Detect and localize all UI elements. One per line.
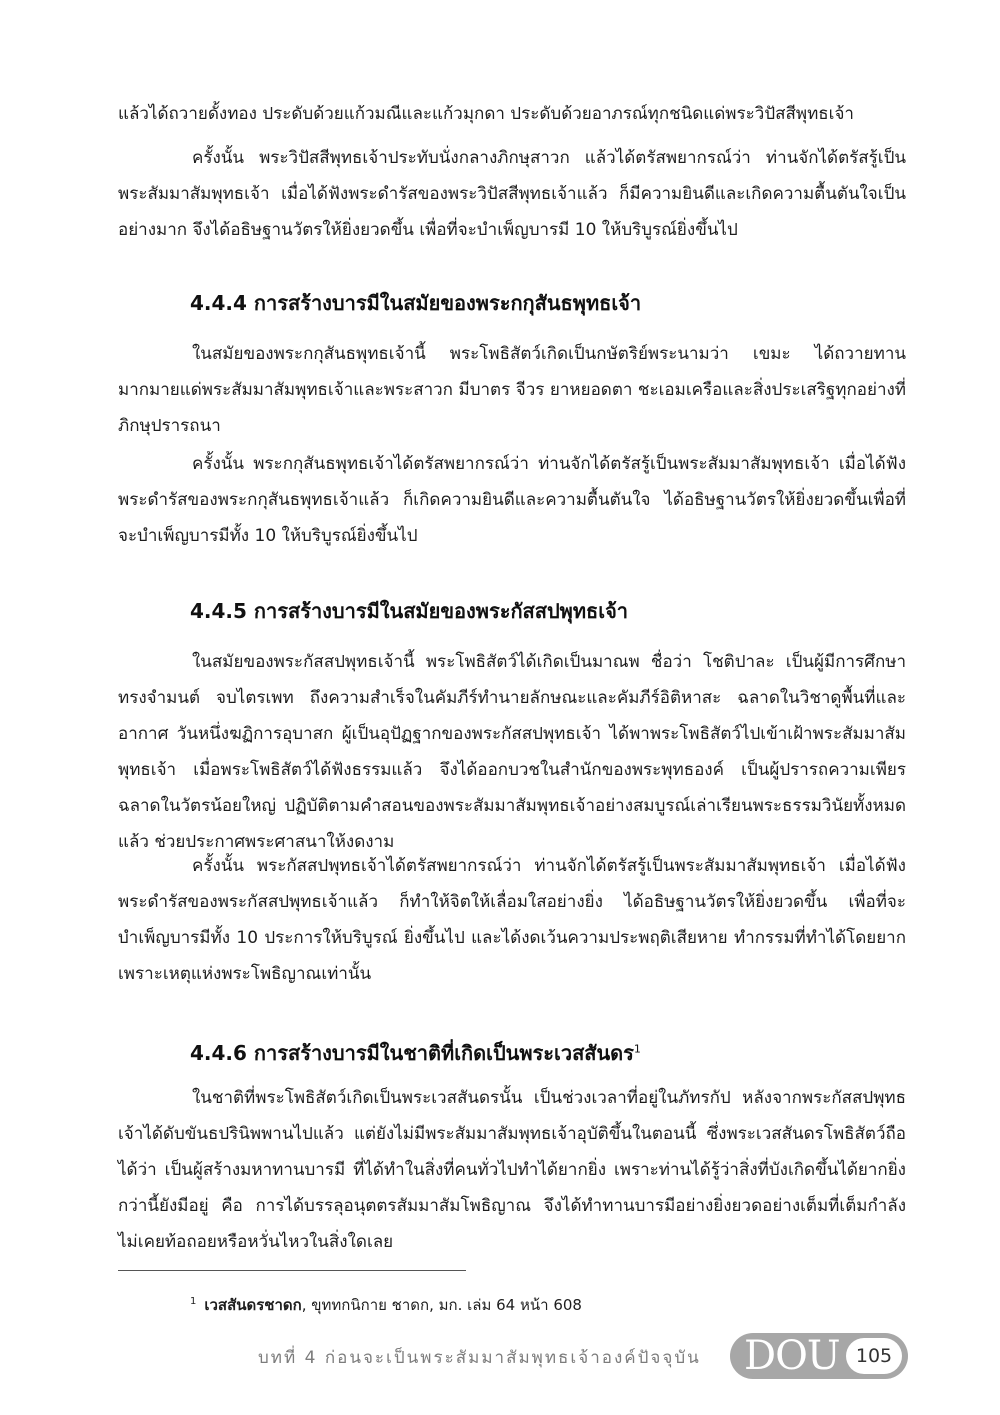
section-heading-4-4-6 (190, 1038, 641, 1068)
paragraph-vipassi-prophecy: ครั้งนั้น พระวิปัสสีพุทธเจ้าประทับนั่งกลางภิกษุสาวก แล้วได้ตรัสพยากรณ์ว่า ท่านจักได้ตรัสรู้เป็นพระสัมมาสัมพุทธเจ้า เมื่อได้ฟังพระดำรัสของพระวิปัสสีพุทธเจ้าแล้ว ก็มีความยินดีและเกิดความตื้นตันใจเป็นอย่างมาก จึงได้อธิษฐานวัตรให้ยิ่งยวดขึ้น เพื่อที่จะบำเพ็ญบารมี 10 ให้บริบูรณ์ยิ่งขึ้นไป (118, 148, 906, 240)
paragraph-kakusandha-1: ในสมัยของพระกกุสันธพุทธเจ้านี้ พระโพธิสัตว์เกิดเป็นกษัตริย์พระนามว่า เขมะ ได้ถวายทานมากมายแด่พระสัมมาสัมพุทธเจ้าและพระสาวก มีบาตร จีวร ยาหยอดตา ชะเอมเครือและสิ่งประเสริฐทุกอย่างที่ภิกษุปรารถนา (118, 344, 906, 436)
footnote-title: เวสสันดรชาดก (204, 1296, 302, 1314)
footnote (190, 1290, 582, 1317)
section-heading-4-4-4: 4.4.4 การสร้างบารมีในสมัยของพระกกุสันธพุทธเจ้า (190, 291, 642, 315)
page-number: 105 (846, 1338, 902, 1374)
footnote-number: 1 (190, 1296, 197, 1307)
paragraph-kassapa-2: ครั้งนั้น พระกัสสปพุทธเจ้าได้ตรัสพยากรณ์ว่า ท่านจักได้ตรัสรู้เป็นพระสัมมาสัมพุทธเจ้า เมื่อได้ฟังพระดำรัสของพระกัสสปพุทธเจ้าแล้ว ก็ทำให้จิตให้เลื่อมใสอย่างยิ่ง ได้อธิษฐานวัตรให้ยิ่งยวดขึ้น เพื่อที่จะบำเพ็ญบารมีทั้ง 10 ประการให้บริบูรณ์ ยิ่งขึ้นไป และได้งดเว้นความประพฤติเสียหาย ทำกรรมที่ทำได้โดยยาก เพราะเหตุแห่งพระโพธิญาณเท่านั้น (118, 856, 906, 984)
heading-text: 4.4.6 การสร้างบารมีในชาติที่เกิดเป็นพระเวสสันดร (190, 1041, 634, 1065)
footnote-text: , ขุททกนิกาย ชาดก, มก. เล่ม 64 หน้า 608 (301, 1296, 582, 1314)
footnote-divider (118, 1270, 466, 1271)
paragraph-kakusandha-2: ครั้งนั้น พระกกุสันธพุทธเจ้าได้ตรัสพยากรณ์ว่า ท่านจักได้ตรัสรู้เป็นพระสัมมาสัมพุทธเจ้า เมื่อได้ฟังพระดำรัสของพระกกุสันธพุทธเจ้าแล้ว ก็เกิดความยินดีและความตื้นตันใจ ได้อธิษฐานวัตรให้ยิ่งยวดขึ้นเพื่อที่จะบำเพ็ญบารมีทั้ง 10 ให้บริบูรณ์ยิ่งขึ้นไป (118, 454, 906, 546)
dou-logo: DOU (744, 1333, 840, 1379)
paragraph-continuation: แล้วได้ถวายดั้งทอง ประดับด้วยแก้วมณีและแก้วมุกดา ประดับด้วยอาภรณ์ทุกชนิดแด่พระวิปัสสีพุทธเจ้า (118, 104, 854, 124)
footnote-marker: 1 (633, 1042, 641, 1056)
paragraph-kassapa-1: ในสมัยของพระกัสสปพุทธเจ้านี้ พระโพธิสัตว์ได้เกิดเป็นมาณพ ชื่อว่า โชติปาละ เป็นผู้มีการศึกษาทรงจำมนต์ จบไตรเพท ถึงความสำเร็จในคัมภีร์ทำนายลักษณะและคัมภีร์อิติหาสะ ฉลาดในวิชาดูพื้นที่และอากาศ วันหนึ่งฆฏิการอุบาสก ผู้เป็นอุปัฏฐากของพระกัสสปพุทธเจ้า ได้พาพระโพธิสัตว์ไปเข้าเฝ้าพระสัมมาสัมพุทธเจ้า เมื่อพระโพธิสัตว์ได้ฟังธรรมแล้ว จึงได้ออกบวชในสำนักของพระพุทธองค์ เป็นผู้ปรารถความเพียร ฉลาดในวัตรน้อยใหญ่ ปฏิบัติตามคำสอนของพระสัมมาสัมพุทธเจ้าอย่างสมบูรณ์เล่าเรียนพระธรรมวินัยทั้งหมดแล้ว ช่วยประกาศพระศาสนาให้งดงาม (118, 652, 906, 852)
footer-chapter-title: บทที่ 4 ก่อนจะเป็นพระสัมมาสัมพุทธเจ้าองค์ปัจจุบัน (258, 1348, 701, 1368)
page-badge (730, 1333, 908, 1379)
paragraph-vessantara-1: ในชาติที่พระโพธิสัตว์เกิดเป็นพระเวสสันดรนั้น เป็นช่วงเวลาที่อยู่ในภัทรกัป หลังจากพระกัสสปพุทธเจ้าได้ดับขันธปรินิพพานไปแล้ว แต่ยังไม่มีพระสัมมาสัมพุทธเจ้าอุบัติขึ้นในตอนนี้ ซึ่งพระเวสสันดรโพธิสัตว์ถือได้ว่า เป็นผู้สร้างมหาทานบารมี ที่ได้ทำในสิ่งที่คนทั่วไปทำได้ยากยิ่ง เพราะท่านได้รู้ว่าสิ่งที่บังเกิดขึ้นได้ยากยิ่งกว่านี้ยังมีอยู่ คือ การได้บรรลุอนุตตรสัมมาสัมโพธิญาณ จึงได้ทำทานบารมีอย่างยิ่งยวดอย่างเต็มที่เต็มกำลัง ไม่เคยท้อถอยหรือหวั่นไหวในสิ่งใดเลย (118, 1088, 906, 1252)
section-heading-4-4-5: 4.4.5 การสร้างบารมีในสมัยของพระกัสสปพุทธเจ้า (190, 599, 629, 623)
